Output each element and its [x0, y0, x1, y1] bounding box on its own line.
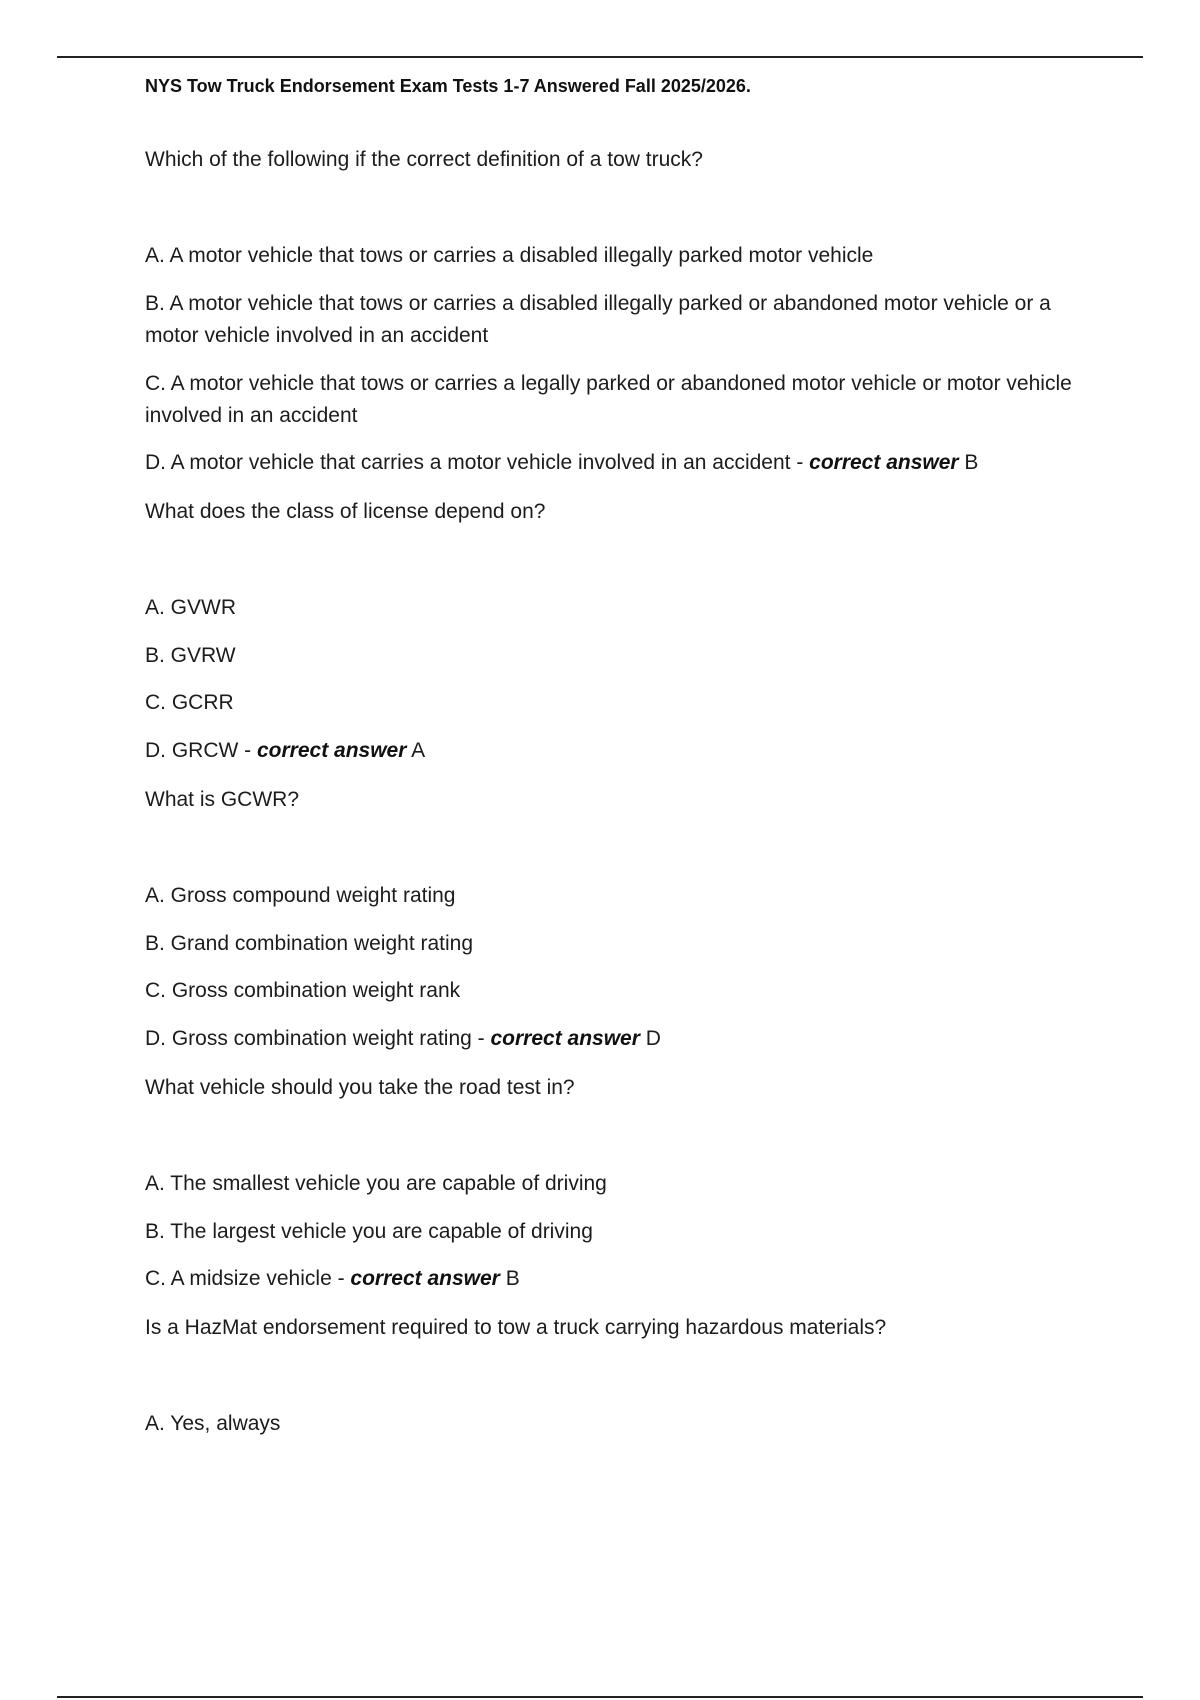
answer-option: C. A motor vehicle that tows or carries a legally parked or abandoned motor vehicle or motor vehicle involved in an accident: [145, 372, 1072, 427]
answer-option: B. Grand combination weight rating: [145, 932, 474, 955]
question-text: Is a HazMat endorsement required to tow a truck carrying hazardous materials?: [145, 1316, 887, 1339]
answer-option: A. A motor vehicle that tows or carries a disabled illegally parked motor vehicle: [145, 244, 874, 267]
answer-option-with-key: [145, 1023, 1075, 1055]
answer-option-with-key: [145, 1263, 1075, 1295]
answer-option: A. Gross compound weight rating: [145, 884, 456, 907]
answer-option: C. Gross combination weight rank: [145, 979, 461, 1002]
answer-option-text: D. A motor vehicle that carries a motor vehicle involved in an accident -: [145, 451, 804, 474]
answer-option-text: D. Gross combination weight rating -: [145, 1027, 485, 1050]
answer-option: B. GVRW: [145, 644, 236, 667]
document-title: NYS Tow Truck Endorsement Exam Tests 1-7 Answered Fall 2025/2026.: [145, 76, 751, 96]
correct-answer-value: A: [411, 739, 426, 762]
question-text: Which of the following if the correct definition of a tow truck?: [145, 148, 703, 171]
bottom-divider: [57, 1696, 1143, 1698]
top-divider: [57, 56, 1143, 58]
answer-option: B. A motor vehicle that tows or carries a disabled illegally parked or abandoned motor vehicle or a motor vehicle involved in an accident: [145, 292, 1051, 347]
correct-answer-label: correct answer: [490, 1027, 640, 1050]
correct-answer-label: correct answer: [809, 451, 959, 474]
answer-option: A. GVWR: [145, 596, 237, 619]
correct-answer-label: correct answer: [350, 1267, 500, 1290]
correct-answer-label: correct answer: [257, 739, 407, 762]
answer-option: B. The largest vehicle you are capable of driving: [145, 1220, 593, 1243]
question-text: What does the class of license depend on?: [145, 500, 546, 523]
answer-option-with-key: [145, 447, 1075, 479]
answer-option: A. Yes, always: [145, 1412, 281, 1435]
question-text: What is GCWR?: [145, 788, 300, 811]
answer-option: A. The smallest vehicle you are capable of driving: [145, 1172, 607, 1195]
question-text: What vehicle should you take the road test in?: [145, 1076, 575, 1099]
answer-option-text: D. GRCW -: [145, 739, 252, 762]
answer-option-with-key: [145, 735, 1075, 767]
answer-option: C. GCRR: [145, 691, 234, 714]
correct-answer-value: B: [505, 1267, 520, 1290]
correct-answer-value: B: [964, 451, 979, 474]
correct-answer-value: D: [645, 1027, 661, 1050]
answer-option-text: C. A midsize vehicle -: [145, 1267, 345, 1290]
